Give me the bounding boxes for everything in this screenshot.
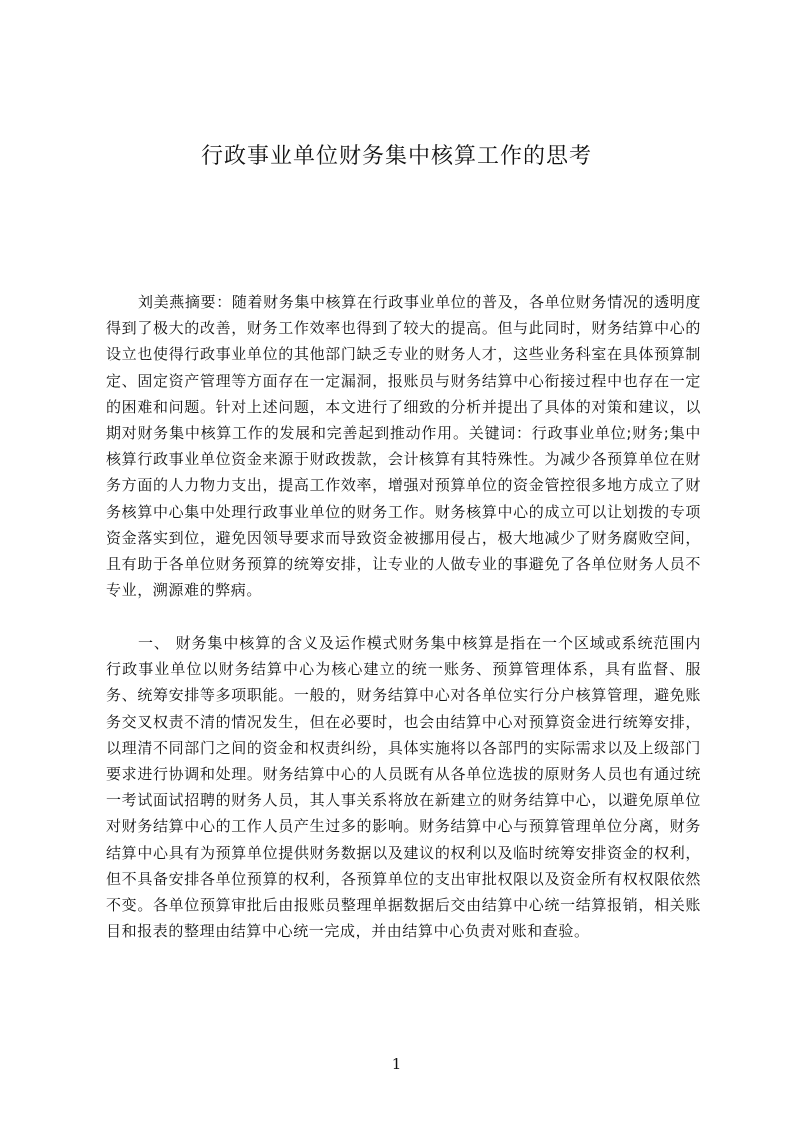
page-number: 1 bbox=[391, 1055, 402, 1073]
section-one-paragraph: 一、 财务集中核算的含义及运作模式财务集中核算是指在一个区域或系统范围内行政事业单位以财务结算中心为核心建立的统一账务、预算管理体系，具有监督、服务、统筹安排等多项职能。一般的，财务结算中心对各单位实行分户核算管理，避免账务交叉权责不清的情况发生，但在必要时，也会由结算中心对预算资金进行统筹安排，以理清不同部门之间的资金和权责纠纷，具体实施将以各部門的实际需求以及上级部门要求进行协调和处理。财务结算中心的人员既有从各单位选拔的原财务人员也有通过统一考试面试招聘的财务人员，其人事关系将放在新建立的财务结算中心，以避免原单位对财务结算中心的工作人员产生过多的影响。财务结算中心与预算管理单位分离，财务结算中心具有为预算单位提供财务数据以及建议的权利以及临时统筹安排资金的权利，但不具备安排各单位预算的权利，各预算单位的支出审批权限以及资金所有权权限依然不变。各单位预算审批后由报账员整理单据数据后交由结算中心统一结算报销，相关账目和报表的整理由结算中心统一完成，并由结算中心负责对账和查验。 bbox=[106, 634, 701, 941]
page-title: 行政事业单位财务集中核算工作的思考 bbox=[200, 144, 592, 169]
abstract-paragraph: 刘美燕摘要：随着财务集中核算在行政事业单位的普及，各单位财务情况的透明度得到了极大的改善，财务工作效率也得到了较大的提高。但与此同时，财务结算中心的设立也使得行政事业单位的其他部门缺乏专业的财务人才，这些业务科室在具体预算制定、固定资产管理等方面存在一定漏洞，报账员与财务结算中心衔接过程中也存在一定的困难和问题。针对上述问题，本文进行了细致的分析并提出了具体的对策和建议，以期对财务集中核算工作的发展和完善起到推动作用。关键词：行政事业单位;财务;集中核算行政事业单位资金来源于财政拨款，会计核算有其特殊性。为减少各预算单位在财务方面的人力物力支出，提高工作效率，增强对预算单位的资金管控很多地方成立了财务核算中心集中处理行政事业单位的财务工作。财务核算中心的成立可以让划拨的专项资金落实到位，避免因领导要求而导致资金被挪用侵占，极大地减少了财务腐败空间，且有助于各单位财务预算的统筹安排，让专业的人做专业的事避免了各单位财务人员不专业，溯源难的弊病。 bbox=[106, 293, 701, 600]
